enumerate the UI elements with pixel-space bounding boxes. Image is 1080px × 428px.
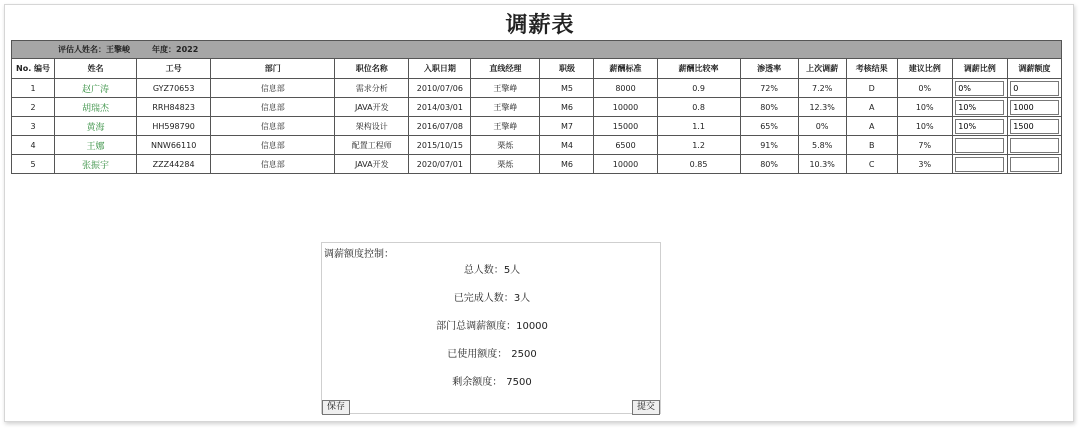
cell-review: A xyxy=(846,98,897,117)
amount-input[interactable] xyxy=(1010,81,1058,96)
cell-suggest: 10% xyxy=(897,98,952,117)
cell-ratio xyxy=(952,155,1007,174)
cell-grade: M7 xyxy=(540,117,594,136)
evaluator-info-row xyxy=(12,41,1062,59)
cell-amount xyxy=(1007,117,1061,136)
cell-position: JAVA开发 xyxy=(335,98,409,117)
cell-name xyxy=(55,117,137,136)
table-header-row xyxy=(12,59,1062,79)
used-stat xyxy=(322,345,662,360)
cell-amount xyxy=(1007,136,1061,155)
cell-penetration: 91% xyxy=(740,136,798,155)
cell-salary: 15000 xyxy=(594,117,657,136)
save-button[interactable]: 保存 xyxy=(322,400,350,415)
cell-id: HH598790 xyxy=(137,117,211,136)
employee-name-link[interactable]: 王娜 xyxy=(86,141,105,152)
col-header-last-raise: 上次调薪 xyxy=(798,59,846,79)
panel-title: 调薪额度控制： xyxy=(324,249,394,260)
table-row xyxy=(12,79,1062,98)
col-header-review: 考核结果 xyxy=(846,59,897,79)
cell-last-raise: 7.2% xyxy=(798,79,846,98)
cell-manager: 栗烁 xyxy=(471,155,540,174)
cell-salary: 6500 xyxy=(594,136,657,155)
employee-name-link[interactable]: 张振宇 xyxy=(82,160,110,171)
amount-input[interactable] xyxy=(1010,138,1058,153)
cell-last-raise: 10.3% xyxy=(798,155,846,174)
cell-manager: 栗烁 xyxy=(471,136,540,155)
table-row xyxy=(12,155,1062,174)
cell-id: GYZ70653 xyxy=(137,79,211,98)
cell-dept: 信息部 xyxy=(211,136,335,155)
cell-grade: M6 xyxy=(540,155,594,174)
cell-dept: 信息部 xyxy=(211,98,335,117)
ratio-input[interactable] xyxy=(955,119,1004,134)
cell-review: A xyxy=(846,117,897,136)
cell-review: B xyxy=(846,136,897,155)
cell-penetration: 80% xyxy=(740,155,798,174)
cell-suggest: 3% xyxy=(897,155,952,174)
cell-compa: 1.1 xyxy=(657,117,740,136)
amount-input[interactable] xyxy=(1010,119,1058,134)
col-header-amount: 调薪额度 xyxy=(1007,59,1061,79)
cell-compa: 0.8 xyxy=(657,98,740,117)
col-header-suggest: 建议比例 xyxy=(897,59,952,79)
amount-input[interactable] xyxy=(1010,157,1058,172)
employee-name-link[interactable]: 赵广涛 xyxy=(82,84,110,95)
col-header-position: 职位名称 xyxy=(335,59,409,79)
cell-last-raise: 5.8% xyxy=(798,136,846,155)
col-header-salary: 薪酬标准 xyxy=(594,59,657,79)
submit-button[interactable]: 提交 xyxy=(632,400,660,415)
cell-suggest: 7% xyxy=(897,136,952,155)
cell-compa: 0.85 xyxy=(657,155,740,174)
amount-input[interactable] xyxy=(1010,100,1058,115)
cell-ratio xyxy=(952,98,1007,117)
evaluator-name: 王擎峻 xyxy=(106,45,130,54)
total-count-stat xyxy=(322,261,662,276)
employee-name-link[interactable]: 胡瑞杰 xyxy=(82,103,110,114)
done-count-value: 3人 xyxy=(513,293,531,304)
cell-hire-date: 2015/10/15 xyxy=(409,136,471,155)
cell-suggest: 10% xyxy=(897,117,952,136)
cell-no: 3 xyxy=(12,117,55,136)
cell-review: C xyxy=(846,155,897,174)
cell-hire-date: 2010/07/06 xyxy=(409,79,471,98)
done-count-stat xyxy=(322,289,662,304)
col-header-ratio: 调薪比例 xyxy=(952,59,1007,79)
total-count-value: 5人 xyxy=(503,265,521,276)
page-title: 调薪表 xyxy=(505,13,575,38)
cell-manager: 王擎峥 xyxy=(471,79,540,98)
col-header-manager: 直线经理 xyxy=(471,59,540,79)
cell-penetration: 65% xyxy=(740,117,798,136)
cell-no: 4 xyxy=(12,136,55,155)
cell-manager: 王擎峥 xyxy=(471,117,540,136)
cell-suggest: 0% xyxy=(897,79,952,98)
cell-name xyxy=(55,136,137,155)
cell-ratio xyxy=(952,79,1007,98)
cell-grade: M5 xyxy=(540,79,594,98)
evaluator-label: 评估人姓名： xyxy=(58,45,106,54)
cell-id: RRH84823 xyxy=(137,98,211,117)
cell-penetration: 72% xyxy=(740,79,798,98)
total-count-label: 总人数： xyxy=(463,265,504,276)
cell-amount xyxy=(1007,98,1061,117)
cell-amount xyxy=(1007,79,1061,98)
cell-name xyxy=(55,79,137,98)
col-header-grade: 职级 xyxy=(540,59,594,79)
remain-value: 7500 xyxy=(506,377,532,388)
col-header-dept: 部门 xyxy=(211,59,335,79)
cell-last-raise: 0% xyxy=(798,117,846,136)
table-row xyxy=(12,98,1062,117)
col-header-hire-date: 入职日期 xyxy=(409,59,471,79)
cell-grade: M4 xyxy=(540,136,594,155)
cell-position: 需求分析 xyxy=(335,79,409,98)
cell-id: ZZZ44284 xyxy=(137,155,211,174)
table-row xyxy=(12,136,1062,155)
cell-dept: 信息部 xyxy=(211,117,335,136)
cell-position: 架构设计 xyxy=(335,117,409,136)
cell-id: NNW66110 xyxy=(137,136,211,155)
cell-ratio xyxy=(952,117,1007,136)
budget-stat xyxy=(322,317,662,332)
cell-position: JAVA开发 xyxy=(335,155,409,174)
cell-penetration: 80% xyxy=(740,98,798,117)
cell-compa: 0.9 xyxy=(657,79,740,98)
cell-amount xyxy=(1007,155,1061,174)
cell-review: D xyxy=(846,79,897,98)
cell-name xyxy=(55,155,137,174)
year-value: 2022 xyxy=(176,45,199,54)
cell-no: 1 xyxy=(12,79,55,98)
table-row xyxy=(12,117,1062,136)
cell-name xyxy=(55,98,137,117)
employee-name-link[interactable]: 黄海 xyxy=(86,122,105,133)
cell-no: 2 xyxy=(12,98,55,117)
cell-salary: 10000 xyxy=(594,155,657,174)
cell-grade: M6 xyxy=(540,98,594,117)
year-label: 年度： xyxy=(152,45,176,54)
col-header-penetration: 渗透率 xyxy=(740,59,798,79)
ratio-input[interactable] xyxy=(955,138,1004,153)
done-count-label: 已完成人数： xyxy=(453,293,514,304)
cell-dept: 信息部 xyxy=(211,79,335,98)
ratio-input[interactable] xyxy=(955,100,1004,115)
budget-control-panel xyxy=(321,242,661,414)
remain-stat xyxy=(322,373,662,388)
used-value: 2500 xyxy=(511,349,537,360)
salary-table xyxy=(11,40,1062,174)
cell-salary: 10000 xyxy=(594,98,657,117)
col-header-id: 工号 xyxy=(137,59,211,79)
cell-hire-date: 2016/07/08 xyxy=(409,117,471,136)
budget-value: 10000 xyxy=(516,321,548,332)
cell-ratio xyxy=(952,136,1007,155)
budget-label: 部门总调薪额度： xyxy=(436,321,517,332)
ratio-input[interactable] xyxy=(955,157,1004,172)
col-header-name: 姓名 xyxy=(55,59,137,79)
used-label: 已使用额度： xyxy=(447,349,508,360)
cell-hire-date: 2020/07/01 xyxy=(409,155,471,174)
cell-dept: 信息部 xyxy=(211,155,335,174)
ratio-input[interactable] xyxy=(955,81,1004,96)
cell-compa: 1.2 xyxy=(657,136,740,155)
cell-hire-date: 2014/03/01 xyxy=(409,98,471,117)
cell-manager: 王擎峥 xyxy=(471,98,540,117)
cell-no: 5 xyxy=(12,155,55,174)
col-header-no: No. 编号 xyxy=(12,59,55,79)
remain-label: 剩余额度： xyxy=(452,377,503,388)
cell-last-raise: 12.3% xyxy=(798,98,846,117)
cell-salary: 8000 xyxy=(594,79,657,98)
col-header-compa: 薪酬比较率 xyxy=(657,59,740,79)
cell-position: 配置工程师 xyxy=(335,136,409,155)
